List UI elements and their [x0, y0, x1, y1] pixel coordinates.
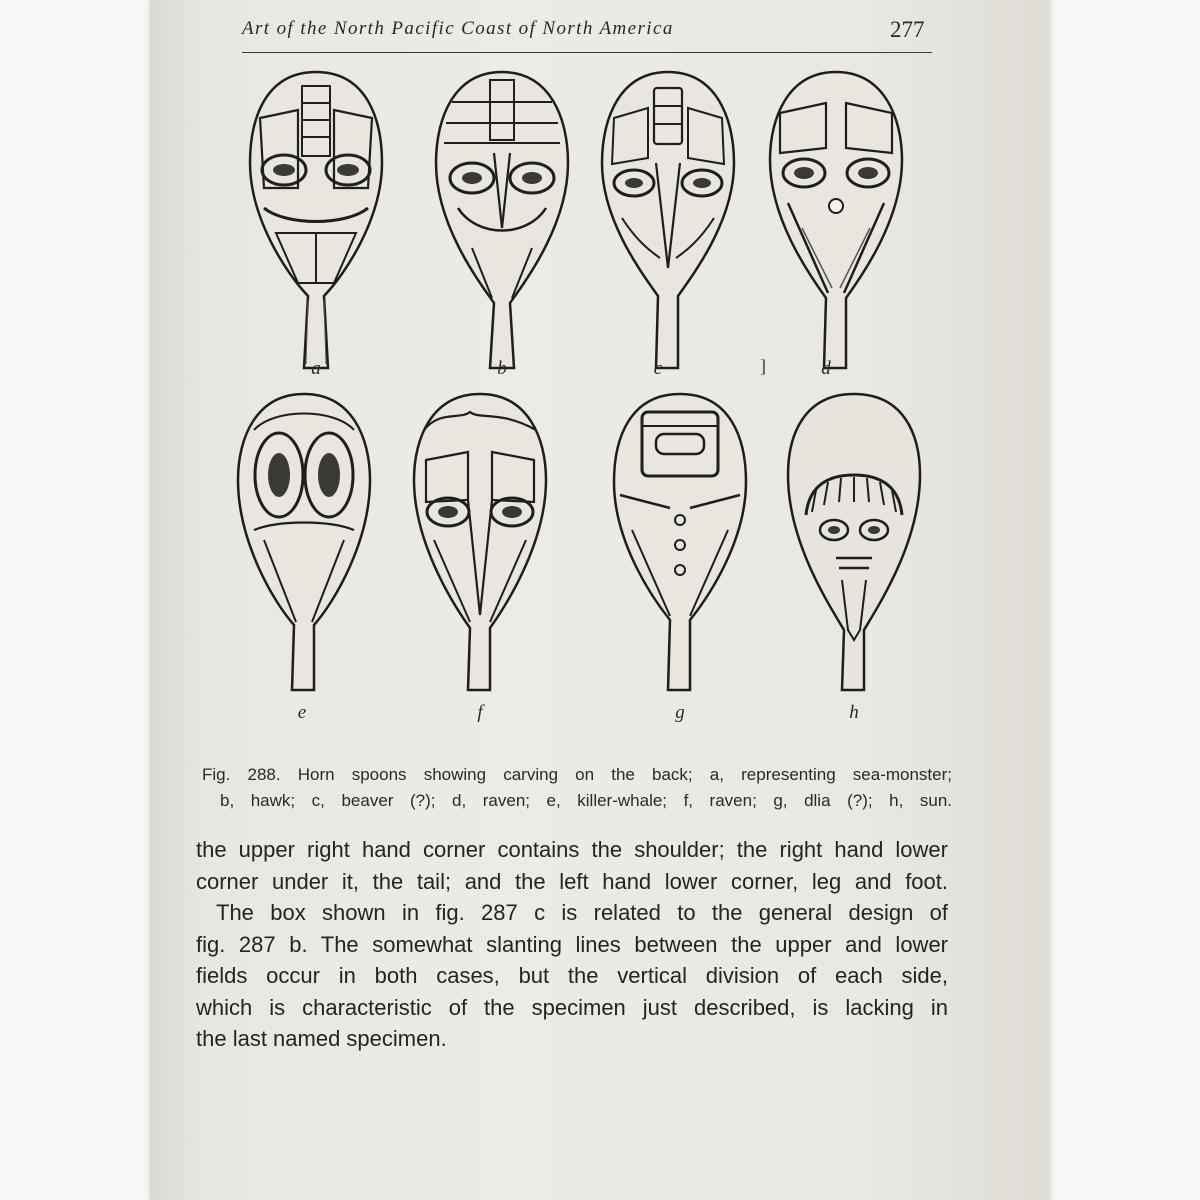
body-line: The box shown in fig. 287 c is related to the general design of	[216, 900, 948, 925]
spoon-c-letter: c	[653, 358, 663, 379]
spoon-h-drawing	[784, 390, 924, 695]
caption-line-2: b, hawk; c, beaver (?); d, raven; e, killer-whale; f, raven; g, dlia (?); h, sun.	[220, 791, 952, 810]
spoon-c-illustration	[598, 68, 738, 373]
body-line: the upper right hand corner contains the shoulder; the right hand lower	[196, 837, 948, 862]
spoon-c-drawing	[598, 68, 738, 373]
spoon-b-drawing	[432, 68, 572, 373]
spoon-a-drawing	[246, 68, 386, 373]
spoon-d-illustration	[766, 68, 906, 373]
spoon-d-letter: d	[821, 358, 831, 379]
spoon-g-drawing	[610, 390, 750, 695]
body-text	[196, 834, 948, 1055]
spoon-g-illustration	[610, 390, 750, 695]
page-number: 277	[890, 17, 925, 42]
stray-mark: ]	[760, 356, 766, 376]
running-head: Art of the North Pacific Coast of North America	[242, 18, 674, 39]
caption-line-1: Fig. 288. Horn spoons showing carving on the back; a, representing sea-monster;	[202, 765, 952, 784]
spoon-f-letter: f	[477, 702, 483, 723]
body-line: fields occur in both cases, but the vertical division of each side,	[196, 963, 948, 988]
spoon-e-drawing	[234, 390, 374, 695]
book-page	[150, 0, 1050, 1200]
spoon-a-illustration	[246, 68, 386, 373]
body-line: corner under it, the tail; and the left hand lower corner, leg and foot.	[196, 868, 948, 894]
spoon-b-letter: b	[497, 358, 507, 379]
body-line: the last named specimen.	[196, 1026, 447, 1051]
spoon-a-letter: a	[311, 358, 321, 379]
body-line: fig. 287 b. The somewhat slanting lines between the upper and lower	[196, 931, 948, 957]
figure-288	[230, 60, 950, 760]
spoon-b-illustration	[432, 68, 572, 373]
spoon-f-drawing	[410, 390, 550, 695]
spoon-h-letter: h	[849, 702, 859, 723]
spoon-d-drawing	[766, 68, 906, 373]
spoon-h-illustration	[784, 390, 924, 695]
spoon-f-illustration	[410, 390, 550, 695]
body-line: which is characteristic of the specimen just described, is lacking in	[196, 994, 948, 1020]
spoon-g-letter: g	[675, 702, 685, 723]
spoon-e-illustration	[234, 390, 374, 695]
figure-caption	[202, 762, 952, 814]
spoon-e-letter: e	[297, 702, 307, 723]
